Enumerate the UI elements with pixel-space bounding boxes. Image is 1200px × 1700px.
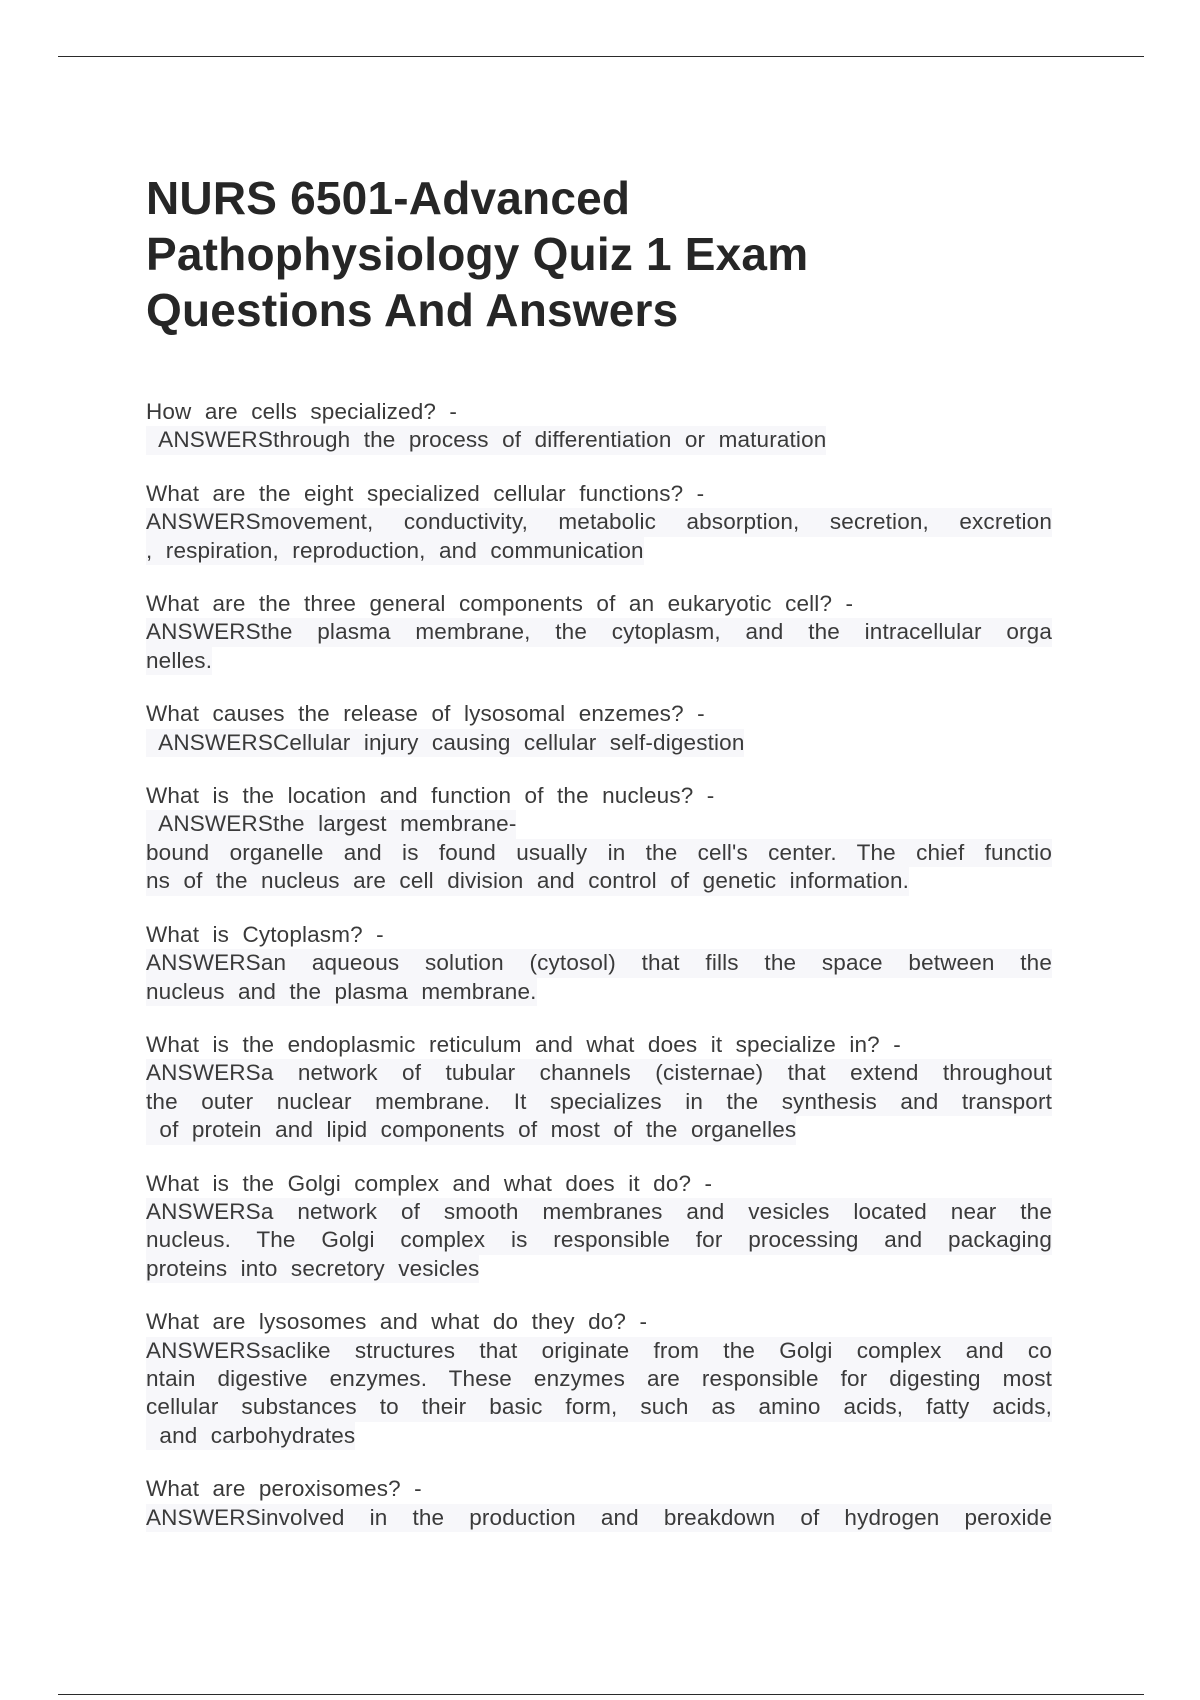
qa-item [146,700,1052,757]
question-text: What is the endoplasmic reticulum and what does it specialize in? - [146,1031,901,1057]
top-rule [58,56,1144,57]
qa-item [146,782,1052,896]
question-text: What is the location and function of the nucleus? - [146,783,715,809]
answer-line: nelles. [146,647,212,675]
question-text: What is Cytoplasm? - [146,921,384,947]
answer-line: nucleus and the plasma membrane. [146,978,537,1006]
answer-line: ns of the nucleus are cell division and control of genetic information. [146,867,909,895]
title-line: NURS 6501-Advanced [146,172,631,224]
answer-line: of protein and lipid components of most of the organelles [146,1116,796,1144]
question-text: What are peroxisomes? - [146,1476,422,1502]
qa-item [146,921,1052,1006]
answer-line: cellular substances to their basic form, such as amino acids, fatty acids, [146,1393,1052,1421]
qa-list [146,398,1052,1532]
qa-item [146,590,1052,675]
answer-line: and carbohydrates [146,1422,355,1450]
question-text: How are cells specialized? - [146,399,458,424]
answer-line: ANSWERSsaclike structures that originate from the Golgi complex and co [146,1337,1052,1365]
title-line: Questions And Answers [146,284,679,336]
question-text: What are lysosomes and what do they do? - [146,1309,648,1335]
document-body [146,170,1052,1557]
answer-line: ANSWERSthe plasma membrane, the cytoplasm, and the intracellular orga [146,618,1052,646]
answer-line: ANSWERSa network of smooth membranes and vesicles located near the [146,1198,1052,1226]
answer-line: ANSWERSCellular injury causing cellular self-digestion [146,729,744,757]
question-text: What is the Golgi complex and what does it do? - [146,1170,713,1196]
qa-item [146,1475,1052,1532]
qa-item [146,1308,1052,1450]
answer-line: ANSWERSa network of tubular channels (cisternae) that extend throughout [146,1059,1052,1087]
answer-line: ANSWERSan aqueous solution (cytosol) that fills the space between the [146,949,1052,977]
answer-line: ANSWERSinvolved in the production and breakdown of hydrogen peroxide [146,1504,1052,1532]
title-line: Pathophysiology Quiz 1 Exam [146,228,809,280]
answer-line: ANSWERSthrough the process of differentiation or maturation [146,426,826,454]
question-text: What causes the release of lysosomal enzemes? - [146,701,705,727]
answer-line: , respiration, reproduction, and communication [146,537,644,565]
qa-item [146,480,1052,565]
document-title [146,170,1052,338]
question-text: What are the three general components of an eukaryotic cell? - [146,591,854,617]
qa-item [146,1031,1052,1145]
qa-item [146,398,1052,455]
qa-item [146,1170,1052,1284]
answer-line: bound organelle and is found usually in the cell's center. The chief functio [146,839,1052,867]
answer-line: proteins into secretory vesicles [146,1255,479,1283]
answer-line: ntain digestive enzymes. These enzymes are responsible for digesting most [146,1365,1052,1393]
answer-line: ANSWERSmovement, conductivity, metabolic absorption, secretion, excretion [146,508,1052,536]
answer-line: the outer nuclear membrane. It specializes in the synthesis and transport [146,1088,1052,1116]
answer-line: nucleus. The Golgi complex is responsible for processing and packaging [146,1226,1052,1254]
question-text: What are the eight specialized cellular functions? - [146,480,705,506]
bottom-rule [58,1694,1144,1695]
answer-line: ANSWERSthe largest membrane- [146,810,516,838]
